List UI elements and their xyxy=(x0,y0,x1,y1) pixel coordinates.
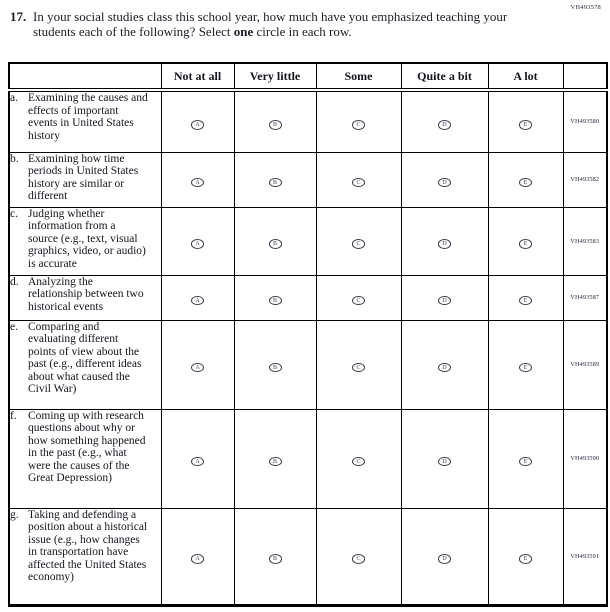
answer-bubble[interactable]: B xyxy=(269,296,282,306)
answer-bubble[interactable]: A xyxy=(191,239,204,249)
answer-bubble[interactable]: D xyxy=(438,554,451,564)
row-letter: g. xyxy=(10,508,19,521)
answer-bubble[interactable]: A xyxy=(191,296,204,306)
table-row-c xyxy=(9,207,607,275)
row-letter: c. xyxy=(10,207,18,220)
answer-bubble[interactable]: C xyxy=(352,120,365,130)
answer-bubble[interactable]: B xyxy=(269,239,282,249)
answer-bubble[interactable]: C xyxy=(352,178,365,188)
item-code: VH493580 xyxy=(563,90,607,152)
answer-bubble[interactable]: C xyxy=(352,239,365,249)
answer-bubble[interactable]: B xyxy=(269,457,282,467)
row-letter: f. xyxy=(10,409,17,422)
answer-bubble[interactable]: E xyxy=(519,554,532,564)
answer-bubble[interactable]: B xyxy=(269,178,282,188)
answer-bubble[interactable]: A xyxy=(191,363,204,373)
question-block xyxy=(10,10,540,39)
row-stem-text: Taking and defending a position about a historical issue (e.g., how changes in transportation have affected the United States economy) xyxy=(28,508,148,584)
answer-bubble[interactable]: E xyxy=(519,457,532,467)
answer-bubble[interactable]: A xyxy=(191,120,204,130)
item-code: VH493589 xyxy=(563,320,607,409)
item-code: VH493590 xyxy=(563,409,607,508)
header-a-lot: A lot xyxy=(488,63,563,90)
item-code: VH493583 xyxy=(563,207,607,275)
row-stem-text: Coming up with research questions about why or how something happened in the past (e.g., what were the causes of the Great Depression) xyxy=(28,409,146,485)
answer-bubble[interactable]: C xyxy=(352,296,365,306)
table-row-e xyxy=(9,320,607,409)
table-row-g xyxy=(9,508,607,605)
question-bold-word: one xyxy=(230,23,254,39)
answer-bubble[interactable]: E xyxy=(519,120,532,130)
header-empty-stem xyxy=(9,63,161,90)
row-letter: d. xyxy=(10,275,19,288)
row-stem-text: Analyzing the relationship between two historical events xyxy=(28,275,144,313)
table-row-f xyxy=(9,409,607,508)
answer-bubble[interactable]: B xyxy=(269,120,282,130)
answer-bubble[interactable]: D xyxy=(438,178,451,188)
row-stem-text: Examining how time periods in United States history are similar or different xyxy=(28,152,139,203)
answer-bubble[interactable]: E xyxy=(519,363,532,373)
header-empty-code xyxy=(563,63,607,90)
answer-bubble[interactable]: B xyxy=(269,554,282,564)
row-letter: e. xyxy=(10,320,18,333)
header-very-little: Very little xyxy=(234,63,316,90)
answer-bubble[interactable]: D xyxy=(438,120,451,130)
answer-bubble[interactable]: A xyxy=(191,457,204,467)
answer-bubble[interactable]: C xyxy=(352,363,365,373)
answer-bubble[interactable]: C xyxy=(352,457,365,467)
answer-bubble[interactable]: D xyxy=(438,239,451,249)
answer-bubble[interactable]: E xyxy=(519,178,532,188)
answer-bubble[interactable]: D xyxy=(438,457,451,467)
answer-bubble[interactable]: C xyxy=(352,554,365,564)
item-code: VH493582 xyxy=(563,152,607,207)
table-row-d xyxy=(9,275,607,320)
answer-bubble[interactable]: E xyxy=(519,239,532,249)
header-not-at-all: Not at all xyxy=(161,63,234,90)
table-row-a xyxy=(9,90,607,152)
header-some: Some xyxy=(316,63,401,90)
item-code: VH493591 xyxy=(563,508,607,605)
answer-bubble[interactable]: B xyxy=(269,363,282,373)
answer-bubble[interactable]: D xyxy=(438,363,451,373)
page-accession-code: VH493578 xyxy=(570,4,601,11)
item-code: VH493587 xyxy=(563,275,607,320)
row-stem-text: Judging whether information from a source (e.g., text, visual graphics, video, or audio) is accurate xyxy=(28,207,146,270)
answer-bubble[interactable]: A xyxy=(191,178,204,188)
response-matrix-table xyxy=(8,62,608,607)
answer-bubble[interactable]: E xyxy=(519,296,532,306)
question-number: 17. xyxy=(10,9,27,24)
row-letter: a. xyxy=(10,92,18,104)
header-quite-a-bit: Quite a bit xyxy=(401,63,488,90)
row-letter: b. xyxy=(10,152,19,165)
table-row-b xyxy=(9,152,607,207)
answer-bubble[interactable]: D xyxy=(438,296,451,306)
header-row xyxy=(9,63,607,90)
answer-bubble[interactable]: A xyxy=(191,554,204,564)
row-stem-text: Comparing and evaluating different points of view about the past (e.g., different ideas about what caused the Civil War) xyxy=(28,320,142,396)
row-stem-text: Examining the causes and effects of important events in United States history xyxy=(28,92,148,142)
question-text: In your social studies class this school year, how much have you emphasized teaching your students each of the following? Select one circle in each row. xyxy=(33,9,508,39)
